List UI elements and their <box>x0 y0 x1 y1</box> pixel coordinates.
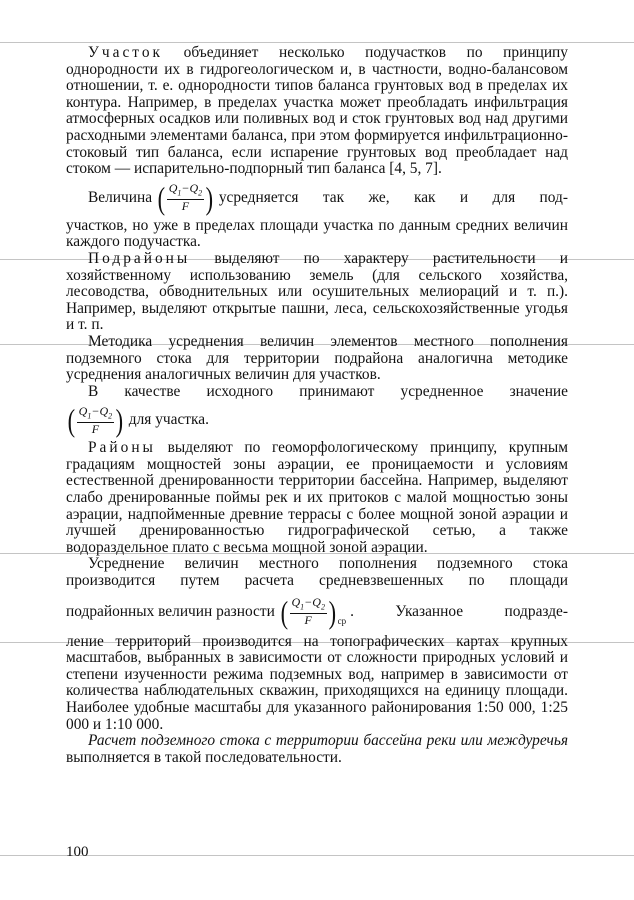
page-body <box>66 45 568 766</box>
formula-line-3: подрайонных величин разности ( $Q_1-Q_2$ F ) ср . Указанное подразде- <box>66 593 568 630</box>
formula-q1-q2-over-f: ( $Q_1-Q_2$ F ) <box>157 179 214 216</box>
formula-q1-q2-over-f: ( $Q_1-Q_2$ F ) <box>67 402 124 439</box>
formula-line-1: Величина ( $Q_1-Q_2$ F ) усредняется так же, как и для под- <box>88 179 568 216</box>
formula-line-2: ( $Q_1-Q_2$ F ) для участка. <box>67 402 209 439</box>
term-uchastok: Участок <box>88 44 163 61</box>
paragraph-rayony: Районы выделяют по геоморфологическому принципу, крупным градациям мощностей зоны аэрации, ее проницаемости и условиям естественной дренированности территории бассейна. Например, выделяют слабо дренированные поймы рек и их притоков с малой мощностью зоны аэрации, надпойменные древние террасы с более мощной зоной аэрации и лучшей дренированностью гидрографической сетью, а также водораздельное плато с весьма мощной зоной аэрации. <box>66 439 568 556</box>
paragraph-raschet: Расчет подземного стока с территории бассейна реки или междуречья выполняется в такой последовательности. <box>66 732 568 766</box>
paragraph-velichina-cont: участков, но уже в пределах площади участка по данным средних величин каждого подучастка. <box>66 216 568 251</box>
scan-rule <box>0 42 634 43</box>
paragraph-uchastok: Участок объединяет несколько подучастков по принципу однородности их в гидрогеологическом и, в частности, водно-балансовом отношении, т. е. однородности типов баланса грунтовых вод в пределах их контура. Например, в пределах участка может преобладать инфильтрация атмосферных осадков или поливных вод и сток грунтовых вод над другими расходными элементами баланса, при этом формируется инфильтрационно-стоковый тип баланса, если испарение грунтовых вод преобладает над стоком — испарительно-подпорный тип баланса [4, 5, 7]. <box>66 44 568 178</box>
term-podrayony: Подрайоны <box>88 249 191 267</box>
paragraph-ishodnoe: В качестве исходного принимают усредненное значение <box>88 382 568 400</box>
paragraph-usrednenie-cont: ление территорий производится на топографических картах крупных масштабов, выбранных в зависимости от сложности природных условий и степени изученности режима подземных вод, например в зависимости от количества наблюдательных скважин, приходящихся на единицу площади. Наиболее удобные масштабы для указанного районирования 1:50 000, 1:25 000 и 1:10 000. <box>66 632 568 733</box>
paragraph-metodika: Методика усреднения величин элементов местного пополнения подземного стока для территории подрайона аналогична методике усреднения аналогичных величин для участков. <box>66 332 568 384</box>
scan-rule <box>0 855 634 856</box>
term-rayony: Районы <box>88 439 156 457</box>
formula-q1-q2-over-f-avg: ( $Q_1-Q_2$ F ) ср <box>280 593 347 630</box>
paragraph-usrednenie: Усреднение величин местного пополнения подземного стока производится путем расчета средневзвешенных по площади <box>66 555 568 590</box>
page-number: 100 <box>66 844 89 860</box>
paragraph-podrayony: Подрайоны выделяют по характеру растительности и хозяйственному использованию земель (для сельского хозяйства, лесоводства, обводнительных или осушительных мелиораций и т. п.). Например, выделяют открытые пашни, леса, сельскохозяйственные угодья и т. п. <box>66 249 568 334</box>
